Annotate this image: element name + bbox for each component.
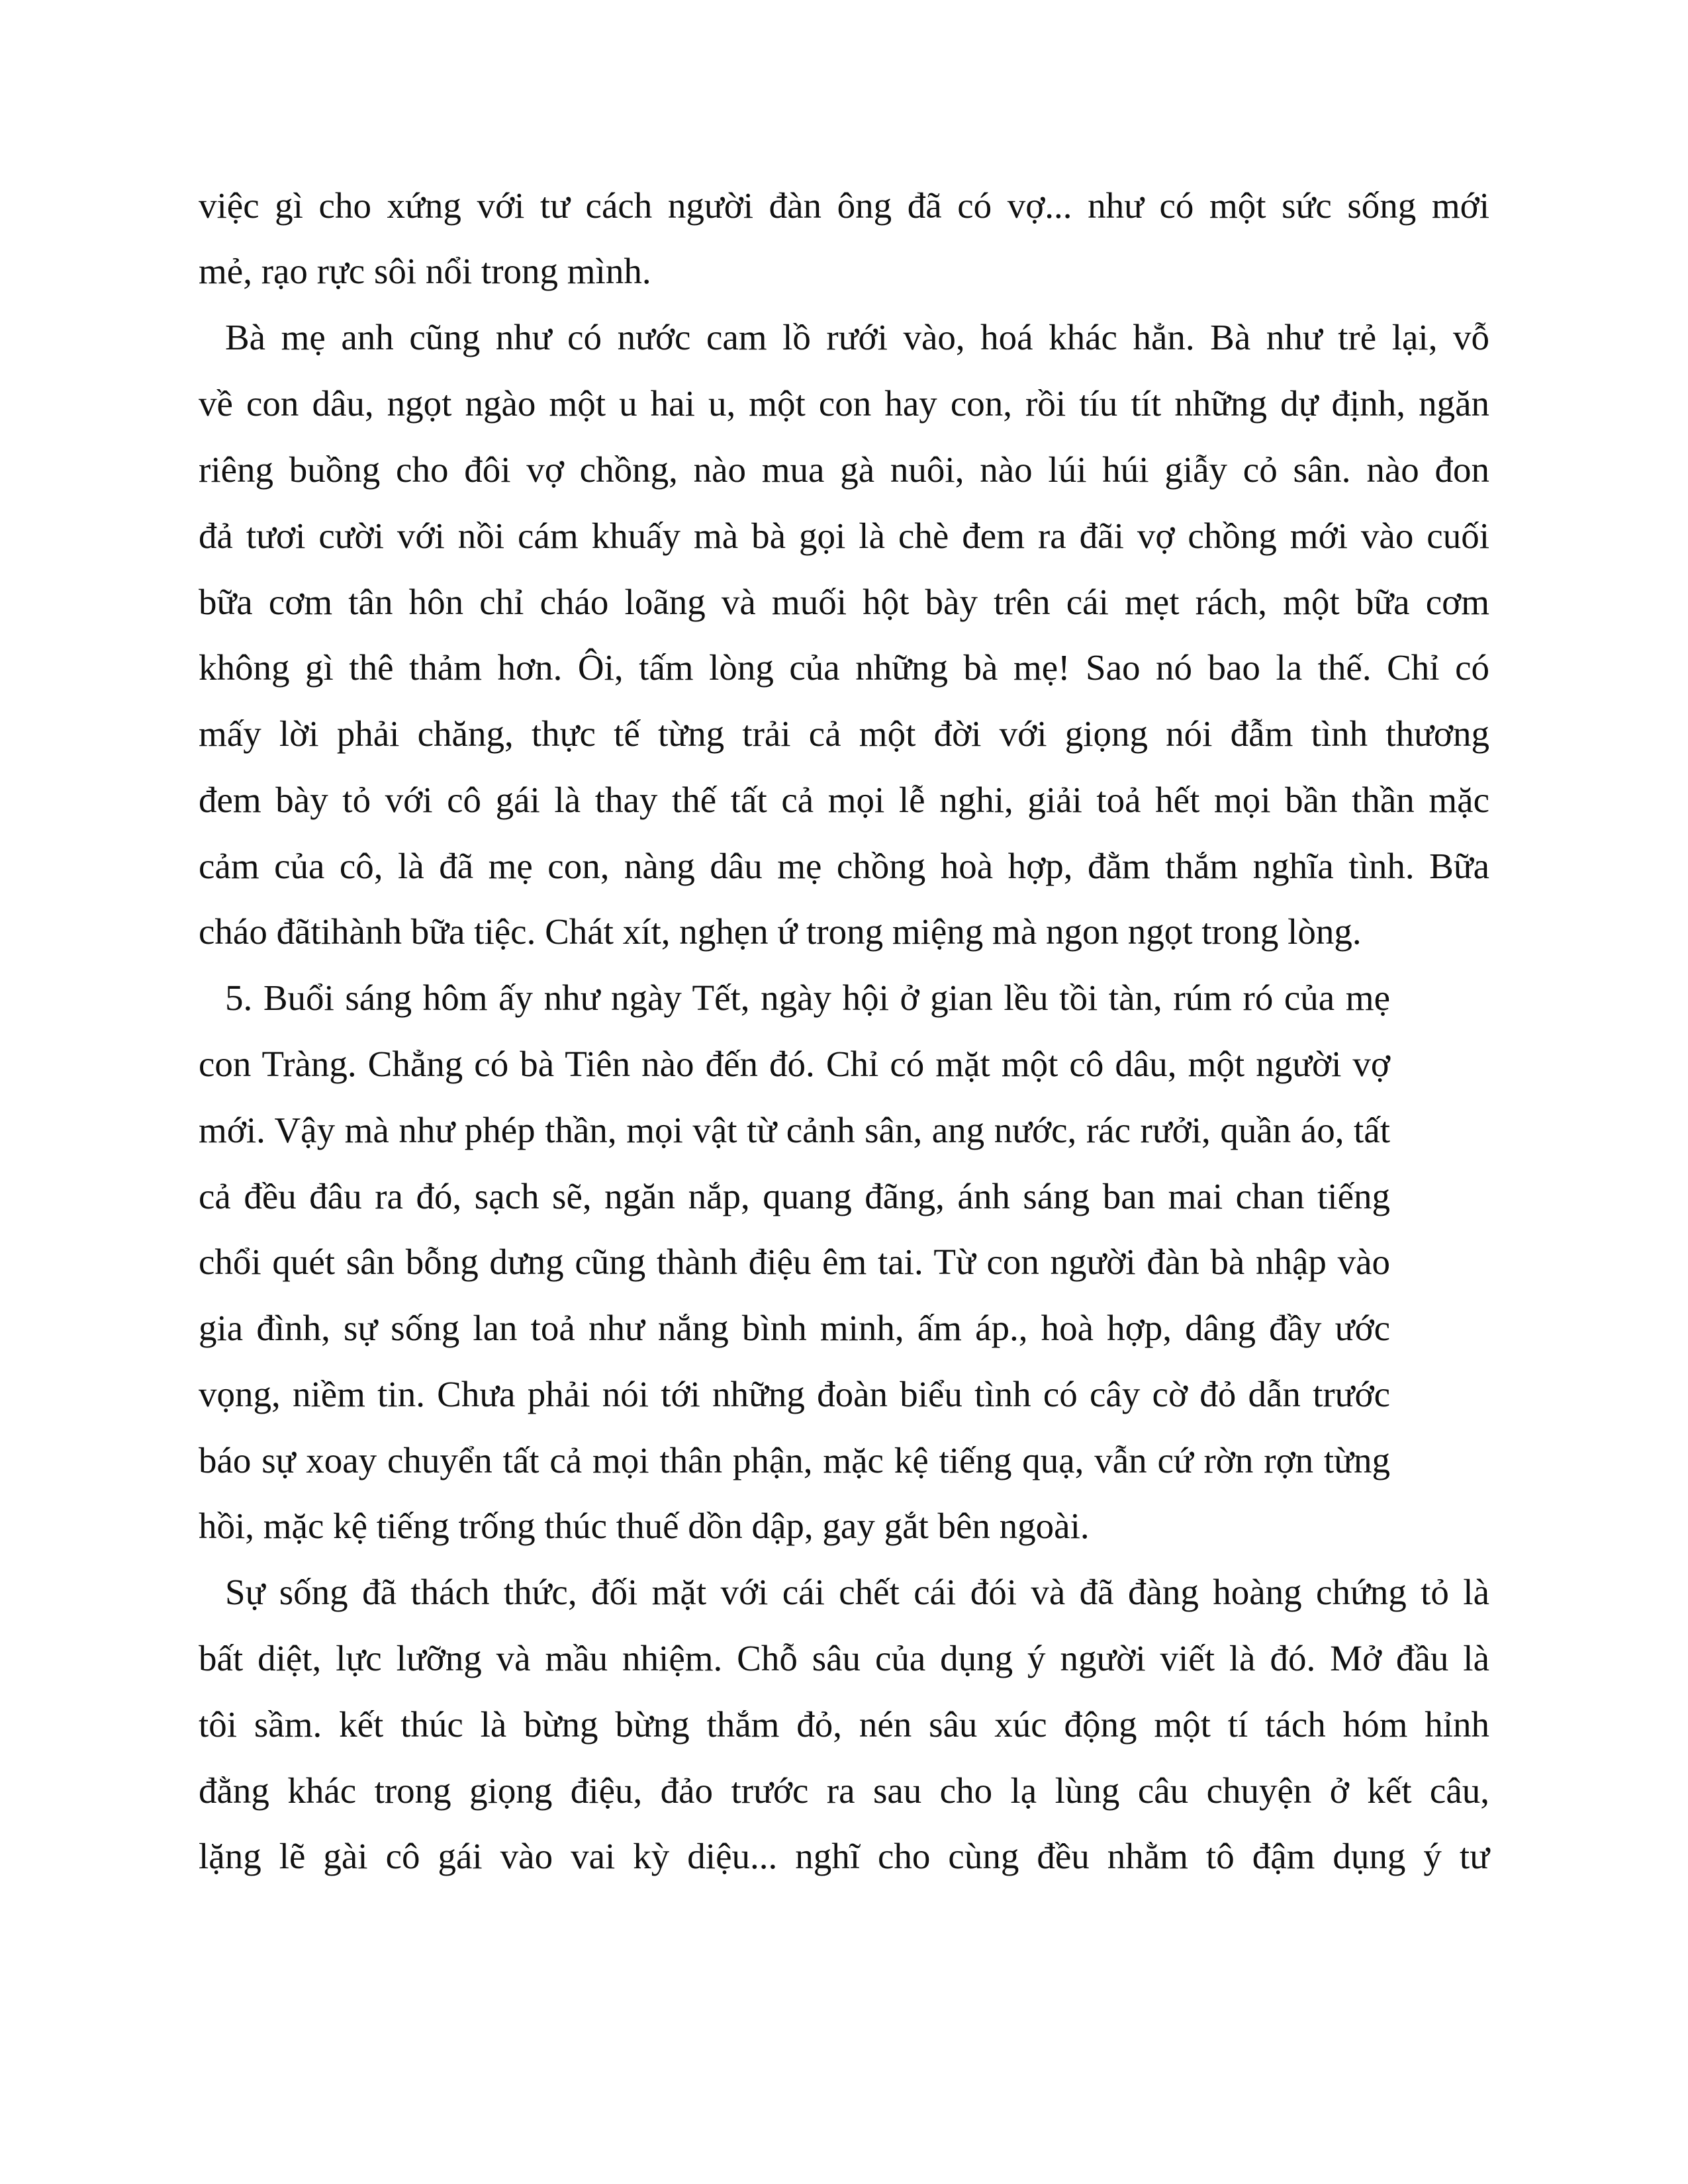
body-line: mấy lời phải chăng, thực tế từng trải cả một đời với giọng nói đẫm tình thương (199, 713, 1489, 754)
body-line: về con dâu, ngọt ngào một u hai u, một con hay con, rồi tíu tít những dự định, ngăn (199, 383, 1489, 424)
body-line: chổi quét sân bỗng dưng cũng thành điệu êm tai. Từ con người đàn bà nhập vào (199, 1242, 1390, 1282)
body-line: việc gì cho xứng với tư cách người đàn ông đã có vợ... như có một sức sống mới (199, 185, 1489, 226)
body-line: Sự sống đã thách thức, đối mặt với cái chết cái đói và đã đàng hoàng chứng tỏ là (225, 1572, 1489, 1612)
body-line: đả tươi cười với nồi cám khuấy mà bà gọi là chè đem ra đãi vợ chồng mới vào cuối (199, 516, 1489, 556)
body-line: tôi sầm. kết thúc là bừng bừng thắm đỏ, nén sâu xúc động một tí tách hóm hỉnh (199, 1704, 1489, 1745)
body-line: mẻ, rạo rực sôi nổi trong mình. (199, 251, 651, 291)
body-line: báo sự xoay chuyển tất cả mọi thân phận, mặc kệ tiếng quạ, vẫn cứ rờn rợn từng (199, 1440, 1390, 1480)
body-line: đem bày tỏ với cô gái là thay thế tất cả mọi lễ nghi, giải toả hết mọi bần thần mặc (199, 780, 1489, 820)
body-line: đằng khác trong giọng điệu, đảo trước ra sau cho lạ lùng câu chuyện ở kết câu, (199, 1770, 1489, 1811)
body-line: con Tràng. Chẳng có bà Tiên nào đến đó. Chỉ có mặt một cô dâu, một người vợ (199, 1044, 1390, 1084)
body-line: vọng, niềm tin. Chưa phải nói tới những đoàn biểu tình có cây cờ đỏ dẫn trước (199, 1374, 1390, 1414)
body-line: riêng buồng cho đôi vợ chồng, nào mua gà nuôi, nào lúi húi giẫy cỏ sân. nào đon (199, 449, 1489, 490)
body-line: cảm của cô, là đã mẹ con, nàng dâu mẹ chồng hoà hợp, đằm thắm nghĩa tình. Bữa (199, 846, 1489, 886)
body-line: cả đều đâu ra đó, sạch sẽ, ngăn nắp, quang đãng, ánh sáng ban mai chan tiếng (199, 1176, 1390, 1216)
body-line: cháo đãtihành bữa tiệc. Chát xít, nghẹn ứ trong miệng mà ngon ngọt trong lòng. (199, 911, 1362, 952)
body-line: lặng lẽ gài cô gái vào vai kỳ diệu... nghĩ cho cùng đều nhằm tô đậm dụng ý tư (199, 1836, 1489, 1876)
body-line: bất diệt, lực lưỡng và mầu nhiệm. Chỗ sâu của dụng ý người viết là đó. Mở đầu là (199, 1638, 1489, 1678)
body-line: Bà mẹ anh cũng như có nước cam lồ rưới vào, hoá khác hẳn. Bà như trẻ lại, vỗ (225, 317, 1489, 357)
body-line: gia đình, sự sống lan toả như nắng bình minh, ấm áp., hoà hợp, dâng đầy ước (199, 1308, 1390, 1348)
body-line: bữa cơm tân hôn chỉ cháo loãng và muối hột bày trên cái mẹt rách, một bữa cơm (199, 582, 1489, 622)
body-line: mới. Vậy mà như phép thần, mọi vật từ cảnh sân, ang nước, rác rưởi, quần áo, tất (199, 1110, 1390, 1150)
body-line: 5. Buổi sáng hôm ấy như ngày Tết, ngày hội ở gian lều tồi tàn, rúm ró của mẹ (225, 978, 1390, 1018)
body-line: không gì thê thảm hơn. Ôi, tấm lòng của những bà mẹ! Sao nó bao la thế. Chỉ có (199, 647, 1489, 688)
body-line: hồi, mặc kệ tiếng trống thúc thuế dồn dập, gay gắt bên ngoài. (199, 1506, 1090, 1546)
